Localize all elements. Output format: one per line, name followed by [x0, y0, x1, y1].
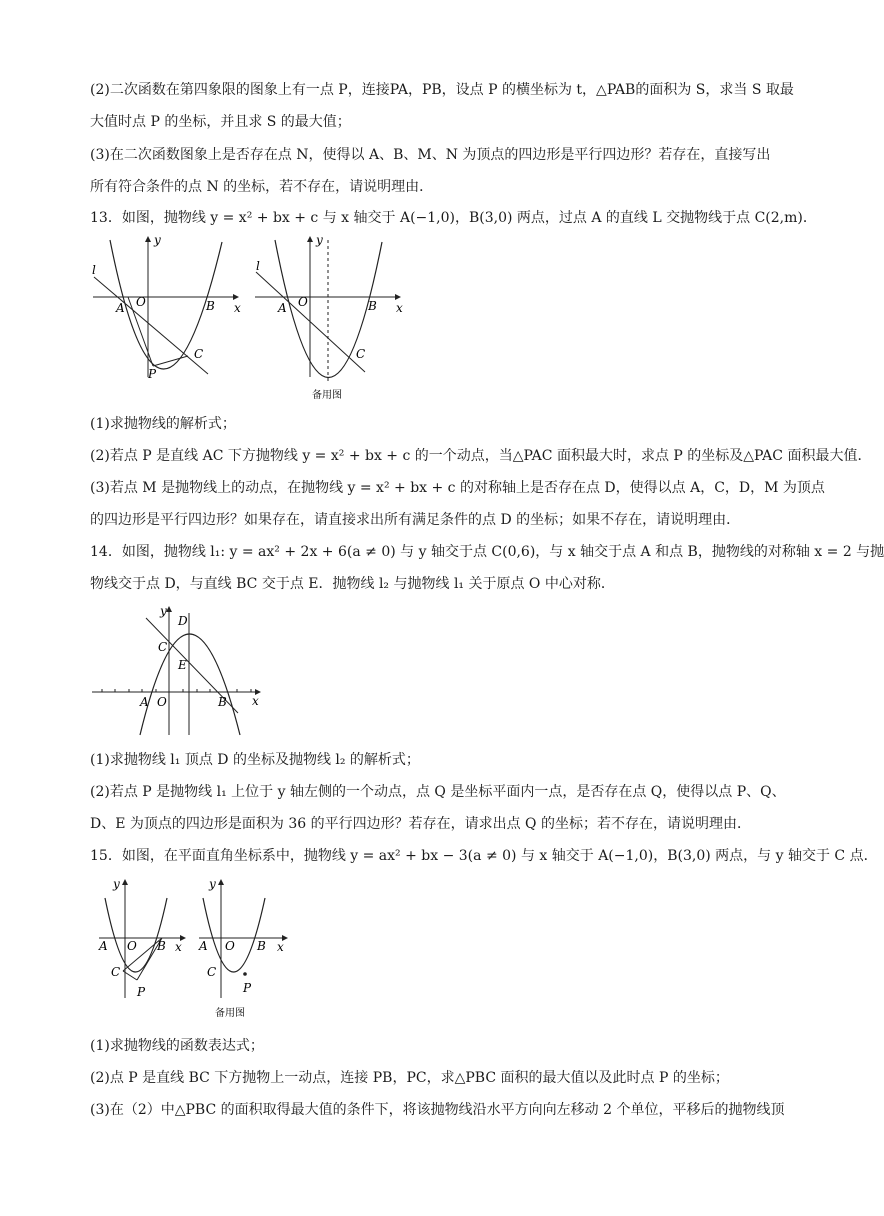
label-o: O — [225, 939, 235, 953]
label-l: l — [256, 259, 260, 273]
parabola-l1 — [140, 634, 240, 735]
label-o: O — [136, 295, 146, 309]
label-x: x — [396, 301, 403, 315]
figure-caption: 备用图 — [215, 1008, 245, 1019]
label-a: A — [140, 695, 149, 709]
q12-part2-line1: (2)二次函数在第四象限的图象上有一点 P，连接PA，PB，设点 P 的横坐标为 t，△PAB的面积为 S，求当 S 取最 — [90, 82, 794, 98]
label-y: y — [160, 604, 167, 618]
label-d: D — [178, 614, 188, 628]
label-o: O — [298, 295, 308, 309]
point-p — [243, 972, 247, 976]
label-c: C — [158, 640, 168, 654]
q15-part3: (3)在（2）中△PBC 的面积取得最大值的条件下，将该抛物线沿水平方向向左移动 2 个单位，平移后的抛物线顶 — [90, 1102, 785, 1118]
q15-part2: (2)点 P 是直线 BC 下方抛物上一动点，连接 PB，PC，求△PBC 面积的最大值以及此时点 P 的坐标； — [90, 1070, 729, 1086]
q13-figure-1 — [88, 232, 248, 382]
label-p: P — [243, 981, 252, 995]
label-x: x — [234, 301, 241, 315]
label-a: A — [99, 939, 108, 953]
q14-part1: (1)求抛物线 l₁ 顶点 D 的坐标及抛物线 l₂ 的解析式； — [90, 752, 420, 768]
parabola — [105, 898, 167, 972]
q15-figure-1 — [95, 876, 195, 1001]
q14-stem-line2: 物线交于点 D，与直线 BC 交于点 E．抛物线 l₂ 与抛物线 l₁ 关于原点 O 中心对称． — [90, 576, 615, 592]
label-e: E — [178, 658, 187, 672]
q15-part1: (1)求抛物线的函数表达式； — [90, 1038, 264, 1054]
q12-part3-line2: 所有符合条件的点 N 的坐标，若不存在，请说明理由． — [90, 179, 434, 195]
label-b: B — [218, 695, 227, 709]
q14-figure — [88, 603, 268, 743]
label-a: A — [116, 301, 125, 315]
label-x: x — [252, 694, 259, 708]
q13-figure-2 — [250, 232, 410, 407]
label-c: C — [111, 965, 121, 979]
figure-caption: 备用图 — [312, 390, 342, 401]
q15-stem: 15．如图，在平面直角坐标系中，抛物线 y = ax² + bx − 3(a ≠ 0) 与 x 轴交于 A(−1,0)，B(3,0) 两点，与 y 轴交于 C 点． — [90, 848, 878, 864]
label-y: y — [113, 877, 120, 891]
q14-stem-line1: 14．如图，抛物线 l₁: y = ax² + 2x + 6(a ≠ 0) 与 y 轴交于点 C(0,6)，与 x 轴交于点 A 和点 B，抛物线的对称轴 x = 2 与抛 — [90, 544, 884, 560]
q13-part1: (1)求抛物线的解析式； — [90, 416, 236, 432]
label-c: C — [356, 347, 366, 361]
label-x: x — [277, 940, 284, 954]
label-b: B — [257, 939, 266, 953]
q15-figure-2 — [195, 876, 295, 1021]
q12-part2-line2: 大值时点 P 的坐标，并且求 S 的最大值； — [90, 114, 351, 130]
label-y: y — [209, 877, 216, 891]
label-c: C — [194, 347, 204, 361]
segment-pc — [153, 356, 188, 366]
label-b: B — [368, 299, 377, 313]
q14-part2-line1: (2)若点 P 是抛物线 l₁ 上位于 y 轴左侧的一个动点，点 Q 是坐标平面内一点，是否存在点 Q，使得以点 P、Q、 — [90, 784, 786, 800]
q13-part3-line2: 的四边形是平行四边形？如果存在，请直接求出所有满足条件的点 D 的坐标；如果不存在，请说明理由． — [90, 512, 741, 528]
label-c: C — [207, 965, 217, 979]
q13-part3-line1: (3)若点 M 是抛物线上的动点，在抛物线 y = x² + bx + c 的对称轴上是否存在点 D，使得以点 A，C，D，M 为顶点 — [90, 480, 825, 496]
label-a: A — [278, 301, 287, 315]
label-x: x — [175, 940, 182, 954]
q13-part2: (2)若点 P 是直线 AC 下方抛物线 y = x² + bx + c 的一个动点，当△PAC 面积最大时，求点 P 的坐标及△PAC 面积最大值． — [90, 448, 872, 464]
label-b: B — [157, 939, 166, 953]
parabola — [203, 898, 265, 972]
label-a: A — [199, 939, 208, 953]
label-o: O — [127, 939, 137, 953]
label-l: l — [92, 263, 96, 277]
label-y: y — [316, 233, 323, 247]
q13-stem: 13．如图，抛物线 y = x² + bx + c 与 x 轴交于 A(−1,0)，B(3,0) 两点，过点 A 的直线 L 交抛物线于点 C(2,m)． — [90, 210, 817, 226]
q12-part3-line1: (3)在二次函数图象上是否存在点 N，使得以 A、B、M、N 为顶点的四边形是平行四边形？若存在，直接写出 — [90, 147, 771, 163]
q14-part2-line2: D、E 为顶点的四边形是面积为 36 的平行四边形？若存在，请求出点 Q 的坐标；若不存在，请说明理由． — [90, 816, 751, 832]
label-b: B — [206, 299, 215, 313]
label-y: y — [154, 233, 161, 247]
label-p: P — [137, 985, 146, 999]
label-o: O — [157, 695, 167, 709]
label-p: P — [148, 367, 157, 381]
